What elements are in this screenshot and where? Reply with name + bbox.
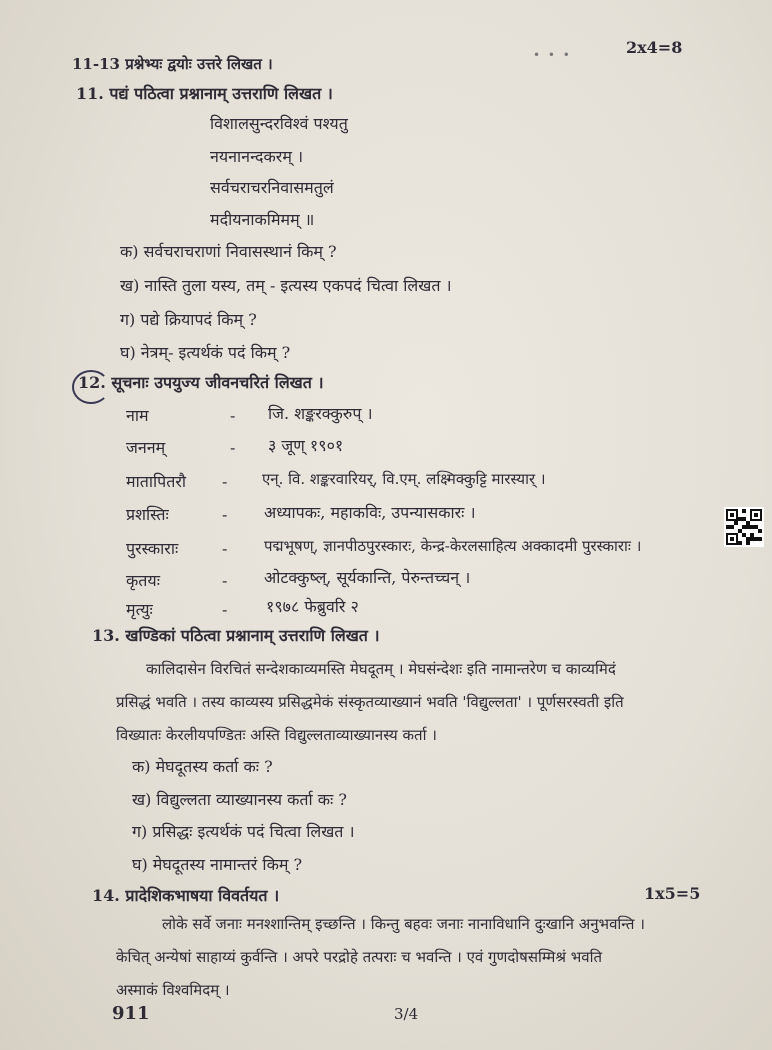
section-instruction: 11-13 प्रश्नेभ्यः द्वयोः उत्तरे लिखत । xyxy=(72,55,273,73)
paper-speckle: • • • xyxy=(533,48,572,62)
bio-key: मृत्युः xyxy=(126,600,153,619)
bio-key: पुरस्काराः xyxy=(126,539,179,558)
q13-question: क) मेघदूतस्य कर्ता कः ? xyxy=(132,757,273,776)
q12-title: 12. सूचनाः उपयुज्य जीवनचरितं लिखत । xyxy=(78,373,324,392)
bio-dash: - xyxy=(230,406,236,425)
bio-dash: - xyxy=(230,438,236,457)
q13-question: घ) मेघदूतस्य नामान्तरं किम् ? xyxy=(132,855,303,874)
q14-passage-line: केचित् अन्येषां साहाय्यं कुर्वन्ति । अपरे परद्रोहे तत्पराः च भवन्ति । एवं गुणदोषसम्मिश्रं भवति xyxy=(116,948,603,966)
bio-value: ३ जूण् १९०१ xyxy=(268,436,344,455)
bio-value: १९७८ फेब्रुवरि २ xyxy=(266,597,359,616)
bio-key: प्रशस्तिः xyxy=(126,505,169,524)
q11-question: ख) नास्ति तुला यस्य, तम् - इत्यस्य एकपदं चित्वा लिखत । xyxy=(120,276,452,295)
bio-value: एन्. वि. शङ्करवारियर्, वि.एम्. लक्ष्मिक्कुट्टि मारस्यार् । xyxy=(262,470,546,488)
bio-value: जि. शङ्करक्कुरुप् । xyxy=(268,404,373,423)
bio-dash: - xyxy=(222,505,228,524)
verse-line: नयनानन्दकरम् । xyxy=(210,147,304,166)
bio-value: पद्मभूषण्, ज्ञानपीठपुरस्कारः, केन्द्र-केरलसाहित्य अक्कादमी पुरस्काराः । xyxy=(264,537,642,555)
q13-question: ग) प्रसिद्धः इत्यर्थकं पदं चित्वा लिखत । xyxy=(132,822,355,841)
q14-marks: 1x5=5 xyxy=(644,884,701,903)
q13-passage-line: विख्यातः केरलीयपण्डितः अस्ति विद्युल्लताव्याख्यानस्य कर्ता । xyxy=(116,726,437,744)
bio-key: नाम xyxy=(126,406,149,425)
paper-code: 911 xyxy=(112,1003,150,1024)
q11-question: क) सर्वचराचराणां निवासस्थानं किम् ? xyxy=(120,242,337,261)
bio-key: मातापितरौ xyxy=(126,472,187,491)
bio-value: अध्यापकः, महाकविः, उपन्यासकारः । xyxy=(264,503,476,522)
q11-question: ग) पद्ये क्रियापदं किम् ? xyxy=(120,310,257,329)
verse-line: सर्वचराचरनिवासमतुलं xyxy=(210,178,334,197)
q13-question: ख) विद्युल्लता व्याख्यानस्य कर्ता कः ? xyxy=(132,790,347,809)
bio-dash: - xyxy=(222,539,228,558)
verse-line: विशालसुन्दरविश्वं पश्यतु xyxy=(210,114,348,133)
q14-passage-line: अस्माकं विश्वमिदम् । xyxy=(116,981,230,999)
q13-passage-line: कालिदासेन विरचितं सन्देशकाव्यमस्ति मेघदूतम् । मेघसंन्देशः इति नामान्तरेण च काव्यमिदं xyxy=(146,660,616,678)
section-marks: 2x4=8 xyxy=(626,38,683,57)
bio-value: ओटक्कुष्ल्, सूर्यकान्ति, पेरुन्तच्चन् । xyxy=(264,568,471,587)
bio-dash: - xyxy=(222,571,228,590)
q11-title: 11. पद्यं पठित्वा प्रश्नानाम् उत्तराणि लिखत । xyxy=(76,84,333,103)
qr-code-icon xyxy=(724,507,764,547)
bio-dash: - xyxy=(222,600,228,619)
q13-title: 13. खण्डिकां पठित्वा प्रश्नानाम् उत्तराणि लिखत । xyxy=(92,626,380,645)
page-number: 3/4 xyxy=(394,1005,419,1023)
bio-dash: - xyxy=(222,472,228,491)
q14-title: 14. प्रादेशिकभाषया विवर्तयत । xyxy=(92,886,280,905)
q11-question: घ) नेत्रम्- इत्यर्थकं पदं किम् ? xyxy=(120,343,291,362)
bio-key: कृतयः xyxy=(126,571,160,590)
bio-key: जननम् xyxy=(126,438,166,457)
q14-passage-line: लोके सर्वे जनाः मनश्शान्तिम् इच्छन्ति । किन्तु बहवः जनाः नानाविधानि दुःखानि अनुभवन्ति । xyxy=(162,915,645,933)
verse-line: मदीयनाकमिमम् ॥ xyxy=(210,210,315,229)
q13-passage-line: प्रसिद्धं भवति । तस्य काव्यस्य प्रसिद्धमेकं संस्कृतव्याख्यानं भवति 'विद्युल्लता' । पूर्णसरस्वती इति xyxy=(116,693,624,711)
